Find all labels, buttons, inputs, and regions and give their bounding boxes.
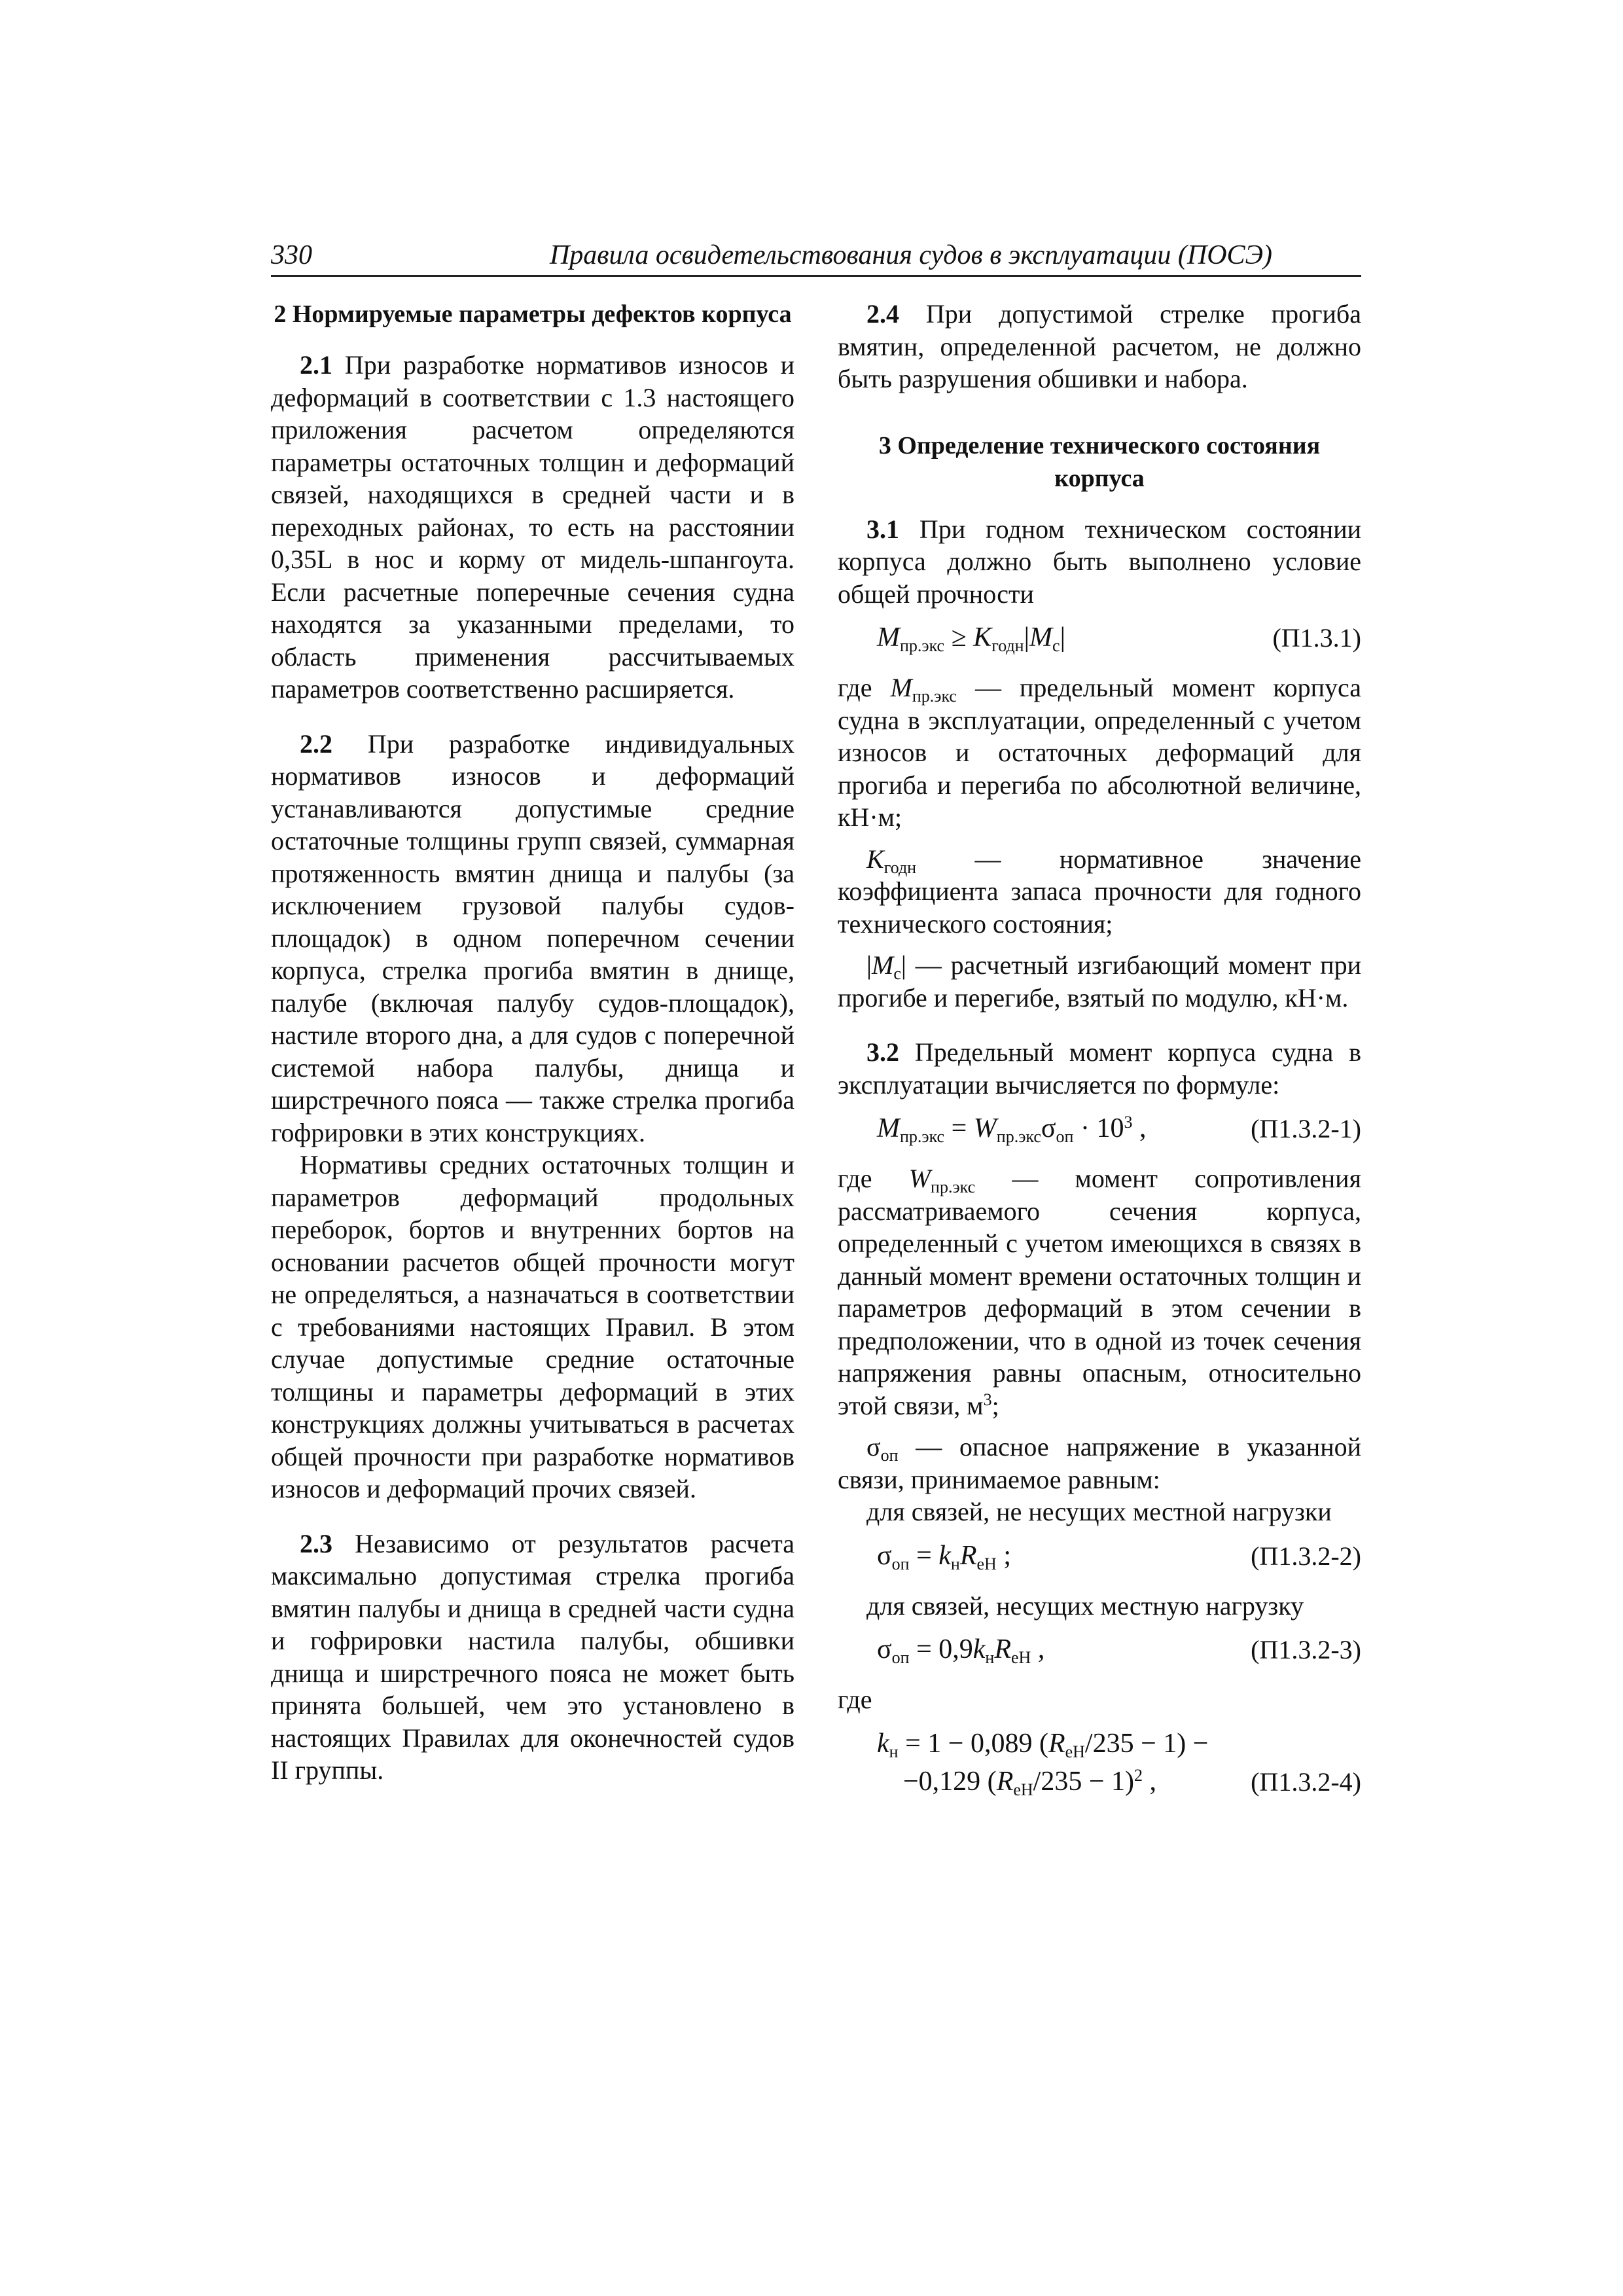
clause-number: 3.2 (866, 1037, 899, 1067)
definition-sigma: $\sigma_{оп}$ — опасное напряжение в указанной связи, принимаемое равным: (838, 1432, 1361, 1494)
formula-p1-3-2-4 (838, 1728, 1361, 1805)
paragraph-2-4 (838, 298, 1361, 395)
formula-p1-3-2-2 (838, 1540, 1361, 1579)
paragraph-text: При разработке нормативов износов и деформаций в соответствии с 1.3 настоящего приложения расчетом определяются параметры остаточных толщин и деформаций связей, находящихся в средней части и в переходных районах, то есть на расстоянии 0,35L в нос и корму от мидель-шпангоута. Если расчетные поперечные сечения судна находятся за указанными пределами, то область применения рассчитываемых параметров соответственно расширяется. (271, 350, 794, 704)
running-header (271, 237, 1361, 277)
paragraph-text: При годном техническом состоянии корпуса должно быть выполнено условие общей прочности (838, 514, 1361, 609)
paragraph-text: При допустимой стрелке прогиба вмятин, определенной расчетом, не должно быть разрушения обшивки и набора. (838, 299, 1361, 393)
paragraph-2-2-continued: Нормативы средних остаточных толщин и параметров деформаций продольных переборок, бортов и внутренних бортов на основании расчетов общей прочности могут не определяться, а назначаться в соответствии с требованиями настоящих Правил. В этом случае допустимые средние остаточные толщины и параметры деформаций в этих конструкциях должны учитываться в расчетах общей прочности при разработке нормативов износов и деформаций прочих связей. (271, 1150, 794, 1503)
formula-number: (П1.3.1) (1272, 623, 1361, 653)
paragraph-3-2 (838, 1036, 1361, 1101)
paragraph-text: Предельный момент корпуса судна в эксплуатации вычисляется по формуле: (838, 1037, 1361, 1100)
paragraph-2-3 (271, 1528, 794, 1787)
definition-w: где $W_{пр.экс}$ — момент сопротивления рассматриваемого сечения корпуса, определенный с учетом имеющихся в связях в данный момент времени остаточных толщин и параметров деформаций в этом сечении в предположении, что в одной из точек сечения напряжения равны опасным, относительно этой связи, $м^3$; (838, 1164, 1361, 1420)
formula-p1-3-1 (838, 622, 1361, 661)
clause-number: 2.3 (300, 1528, 332, 1558)
definition-text: — расчетный изгибающий момент при прогибе и перегибе, взятый по модулю, кН·м. (838, 950, 1361, 1013)
definition-m-limit: где $M_{пр.экс}$ — предельный момент корпуса судна в эксплуатации, определенный с учетом износов и остаточных деформаций для прогиба и перегиба по абсолютной величине, кН·м; (838, 673, 1361, 832)
formula-number: (П1.3.2-2) (1251, 1541, 1361, 1571)
formula-expression: $\sigma_{оп} = k_нR_{eH}$ ; (877, 1540, 1011, 1573)
section-2-title: 2 Нормируемые параметры дефектов корпуса (274, 300, 792, 328)
paragraph-text: Независимо от результатов расчета максимально допустимая стрелка прогиба вмятин палубы и днища в средней части судна и гофрировки настила палубы, обшивки днища и ширстречного пояса не может быть принята большей, чем это установлено в настоящих Правилах для оконечностей судов II группы. (271, 1528, 794, 1785)
section-3-title: 3 Определение технического состояния корпуса (878, 431, 1321, 492)
clause-number: 2.1 (300, 350, 332, 380)
paragraph-3-1 (838, 513, 1361, 611)
running-title: Правила освидетельствования судов в эксплуатации (ПОСЭ) (549, 240, 1273, 270)
formula-number: (П1.3.2-4) (1251, 1767, 1361, 1797)
paragraph-2-2 (271, 728, 794, 1149)
paragraph-text: При разработке индивидуальных нормативов износов и деформаций устанавливаются допустимые средние остаточные толщины групп связей, суммарная протяженность вмятин днища и палубы (за исключением грузовой палубы судов-площадок) в одном поперечном сечении корпуса, стрелка прогиба вмятин в днище, палубе (включая палубу судов-площадок), настиле второго дна, а для судов с поперечной системой набора палубы, днища и ширстречного пояса — также стрелка прогиба гофрировки в этих конструкциях. (271, 728, 794, 1147)
formula-p1-3-2-3 (838, 1634, 1361, 1673)
case-local-load: для связей, несущих местную нагрузку (866, 1590, 1304, 1621)
definition-text: — нормативное значение коэффициента запаса прочности для годного технического состояния; (838, 844, 1361, 939)
where-label: где (838, 1685, 872, 1714)
case-no-local-load: для связей, не несущих местной нагрузки (866, 1497, 1332, 1526)
definition-text: — предельный момент корпуса судна в эксплуатации, определенный с учетом износов и остаточных деформаций для прогиба и перегиба по абсолютной величине, кН·м; (838, 673, 1361, 832)
right-column (838, 298, 1361, 1816)
definition-mc: $|M_с|$ — расчетный изгибающий момент при прогибе и перегибе, взятый по модулю, кН·м. (838, 950, 1361, 1013)
formula-expression-line-2: −0,129 $(R_{eH}/235 - 1)^2$ , (903, 1765, 1157, 1799)
formula-expression-line-1: $k_н = 1 - 0,089$ $(R_{eH}/235 - 1)$ − (877, 1728, 1209, 1761)
formula-number: (П1.3.2-1) (1251, 1114, 1361, 1143)
definition-text: — момент сопротивления рассматриваемого сечения корпуса, определенный с учетом имеющихся в связях в данный момент времени остаточных толщин и параметров деформаций в этом сечении в предположении, что в одной из точек сечения напряжения равны опасным, относительно этой связи, м (838, 1164, 1361, 1420)
left-column (271, 298, 794, 1787)
clause-number: 2.4 (866, 299, 899, 329)
clause-number: 3.1 (866, 514, 899, 544)
clause-number: 2.2 (300, 728, 332, 759)
formula-number: (П1.3.2-3) (1251, 1635, 1361, 1664)
paragraph-2-1 (271, 349, 794, 706)
definition-text: — опасное напряжение в указанной связи, принимаемое равным: (838, 1432, 1361, 1494)
formula-expression: $M_{пр.экс} \ge K_{годн}|M_с|$ (877, 622, 1065, 655)
formula-expression: $M_{пр.экс} = W_{пр.экс}\sigma_{оп} \cdot 10^3$ , (877, 1113, 1147, 1146)
definition-k-godn: $K_{годн}$ — нормативное значение коэффициента запаса прочности для годного технического состояния; (838, 844, 1361, 939)
page-number: 330 (271, 240, 312, 270)
formula-expression: $\sigma_{оп} = 0,9k_нR_{eH}$ , (877, 1634, 1045, 1667)
formula-p1-3-2-1 (838, 1113, 1361, 1152)
